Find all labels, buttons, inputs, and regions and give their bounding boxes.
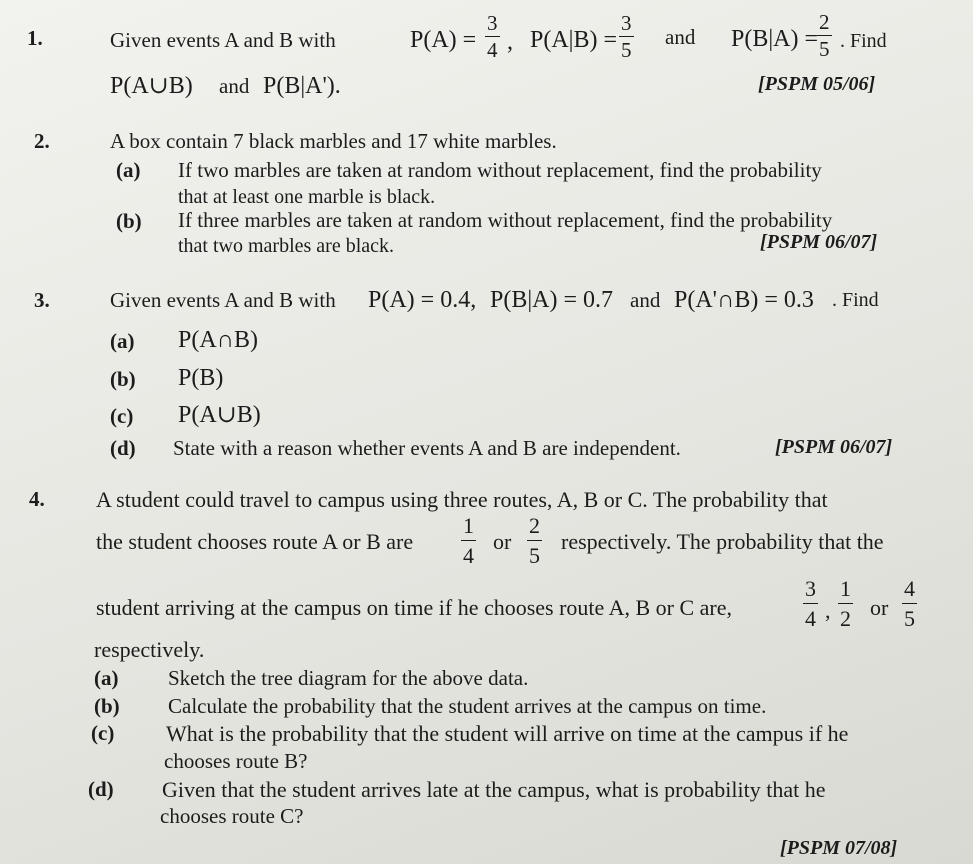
part-text: If three marbles are taken at random without replacement, find the probability: [178, 208, 833, 232]
math-expression: P(B|A) = 0.7: [490, 287, 614, 313]
part-label: (b): [94, 694, 120, 718]
fraction-bar: [485, 36, 500, 37]
numerator: 4: [904, 576, 915, 601]
question-text: respectively.: [94, 637, 205, 662]
question-text: A student could travel to campus using three routes, A, B or C. The probability that: [96, 487, 828, 512]
connector-text: or: [870, 595, 889, 620]
question-number: 1.: [27, 26, 43, 50]
part-label: (a): [94, 666, 119, 690]
question-text: . Find: [840, 30, 887, 52]
question-number: 2.: [34, 129, 50, 153]
math-expression: P(A∩B): [178, 327, 259, 353]
math-expression: P(A∪B): [178, 402, 261, 428]
part-text: Given that the student arrives late at the campus, what is probability that he: [162, 777, 826, 802]
math-expression: P(B|A) =: [731, 26, 819, 52]
fraction: [803, 578, 818, 630]
comma: ,: [825, 598, 831, 623]
question-text: Given events A and B with: [110, 28, 336, 52]
fraction-bar: [838, 603, 853, 604]
math-expression: P(A∪B): [110, 73, 193, 99]
fraction: [527, 515, 542, 567]
part-text: If two marbles are taken at random without replacement, find the probability: [178, 158, 822, 182]
reference-tag: [PSPM 05/06]: [758, 73, 876, 95]
numerator: 1: [463, 513, 474, 538]
comma: ,: [507, 29, 513, 55]
fraction: [838, 578, 853, 630]
math-expression: P(B|A').: [263, 73, 341, 99]
connector-text: and: [219, 74, 250, 98]
part-label: (a): [110, 329, 135, 353]
numerator: 3: [805, 576, 816, 601]
fraction-bar: [461, 540, 476, 541]
part-label: (b): [110, 367, 136, 391]
part-text: chooses route B?: [164, 749, 308, 773]
part-label: (d): [88, 777, 114, 801]
question-text: A box contain 7 black marbles and 17 white marbles.: [110, 129, 557, 153]
numerator: 3: [487, 11, 498, 35]
fraction: [485, 13, 500, 61]
question-number: 4.: [29, 487, 45, 511]
part-text: chooses route C?: [160, 804, 304, 828]
denominator: 5: [904, 606, 915, 631]
reference-tag: [PSPM 06/07]: [775, 436, 893, 458]
part-text: What is the probability that the student will arrive on time at the campus if he: [166, 721, 849, 746]
denominator: 2: [840, 606, 851, 631]
numerator: 3: [621, 11, 632, 35]
numerator: 2: [529, 513, 540, 538]
numerator: 1: [840, 576, 851, 601]
denominator: 5: [529, 543, 540, 568]
part-text: that at least one marble is black.: [178, 186, 436, 208]
connector-text: and: [630, 288, 661, 312]
fraction: [619, 13, 634, 61]
question-text: the student chooses route A or B are: [96, 529, 414, 554]
connector-text: and: [665, 25, 696, 49]
question-text: . Find: [832, 289, 879, 311]
part-label: (a): [116, 158, 141, 182]
question-text: Given events A and B with: [110, 288, 336, 312]
denominator: 4: [463, 543, 474, 568]
question-text: student arriving at the campus on time if he chooses route A, B or C are,: [96, 595, 733, 620]
numerator: 2: [819, 10, 830, 34]
question-text: respectively. The probability that the: [561, 529, 884, 554]
part-label: (b): [116, 209, 142, 233]
connector-text: or: [493, 529, 512, 554]
part-label: (c): [91, 721, 115, 745]
part-text: that two marbles are black.: [178, 235, 395, 257]
part-label: (c): [110, 404, 134, 428]
question-number: 3.: [34, 288, 50, 312]
denominator: 5: [819, 37, 830, 61]
math-expression: P(A) = 0.4,: [368, 287, 477, 313]
reference-tag: [PSPM 07/08]: [780, 837, 898, 859]
fraction: [902, 578, 917, 630]
reference-tag: [PSPM 06/07]: [760, 231, 878, 253]
part-text: Calculate the probability that the student arrives at the campus on time.: [168, 694, 767, 718]
fraction-bar: [803, 603, 818, 604]
fraction-bar: [619, 36, 634, 37]
math-expression: P(A'∩B) = 0.3: [674, 287, 814, 313]
math-expression: P(A) =: [410, 27, 477, 53]
part-text: State with a reason whether events A and B are independent.: [173, 436, 681, 460]
denominator: 5: [621, 38, 632, 62]
denominator: 4: [805, 606, 816, 631]
fraction-bar: [527, 540, 542, 541]
fraction: [461, 515, 476, 567]
math-expression: P(B): [178, 365, 224, 391]
denominator: 4: [487, 38, 498, 62]
fraction-bar: [817, 35, 832, 36]
fraction-bar: [902, 603, 917, 604]
part-text: Sketch the tree diagram for the above data.: [168, 666, 529, 690]
math-expression: P(A|B) =: [530, 27, 618, 53]
part-label: (d): [110, 436, 136, 460]
fraction: [817, 12, 832, 60]
